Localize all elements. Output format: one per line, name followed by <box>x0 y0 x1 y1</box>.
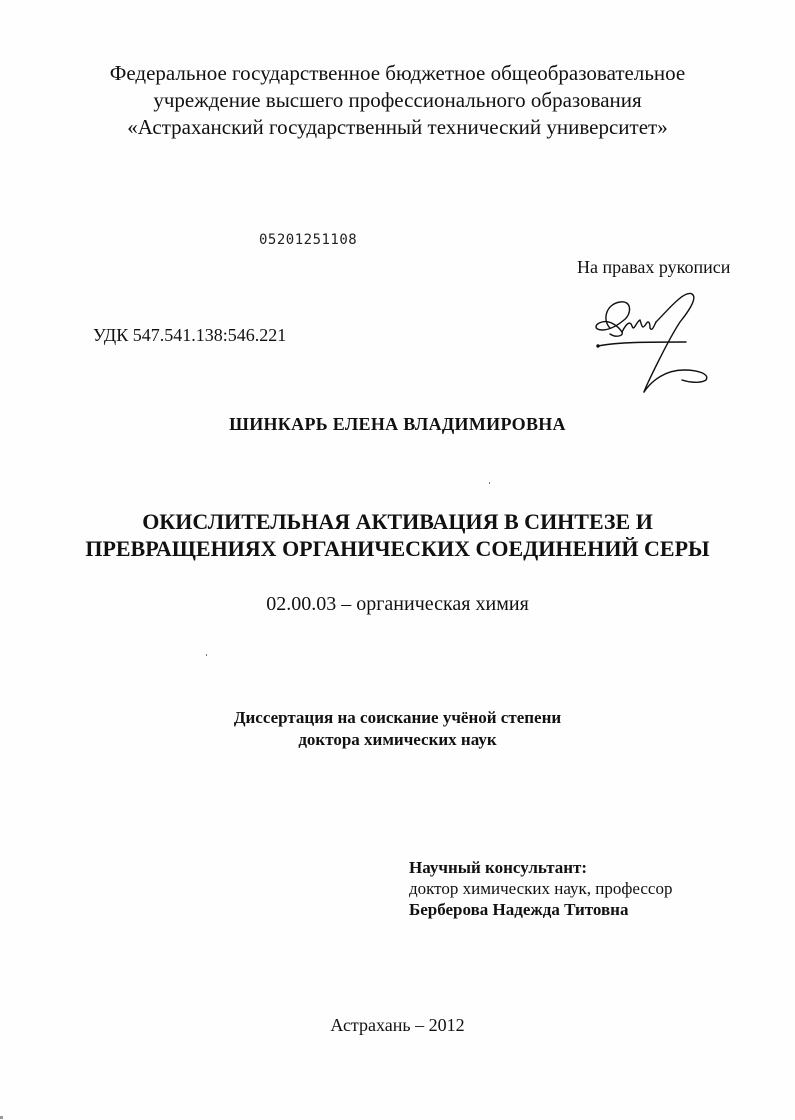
city-year: Астрахань – 2012 <box>330 1015 465 1035</box>
consultant-name: Берберова Надежда Титовна <box>409 900 629 919</box>
scan-speck <box>489 482 490 484</box>
handwritten-signature-icon <box>588 290 718 400</box>
scientific-consultant <box>409 857 672 920</box>
institution-line: «Астраханский государственный технический университет» <box>127 115 668 139</box>
scan-speck <box>0 1116 3 1119</box>
title-line: ОКИСЛИТЕЛЬНАЯ АКТИВАЦИЯ В СИНТЕЗЕ И <box>142 509 653 534</box>
degree-line: Диссертация на соискание учёной степени <box>233 708 562 727</box>
scan-speck <box>206 654 207 656</box>
dissertation-title <box>0 508 795 562</box>
degree-line: доктора химических наук <box>298 730 497 749</box>
udk-code: УДК 547.541.138:546.221 <box>93 325 287 345</box>
manuscript-rights-note: На правах рукописи <box>577 257 731 277</box>
consultant-credentials: доктор химических наук, профессор <box>409 879 673 898</box>
specialty-code: 02.00.03 – органическая химия <box>266 593 529 615</box>
institution-line: учреждение высшего профессионального образования <box>153 88 642 112</box>
consultant-label: Научный консультант: <box>409 858 588 877</box>
institution-header <box>0 60 795 141</box>
title-line: ПРЕВРАЩЕНИЯХ ОРГАНИЧЕСКИХ СОЕДИНЕНИЙ СЕРЫ <box>85 536 710 561</box>
institution-line: Федеральное государственное бюджетное общеобразовательное <box>109 61 686 85</box>
author-name: ШИНКАРЬ ЕЛЕНА ВЛАДИМИРОВНА <box>229 414 566 434</box>
degree-statement <box>0 707 795 751</box>
registration-number: 05201251108 <box>259 232 358 248</box>
